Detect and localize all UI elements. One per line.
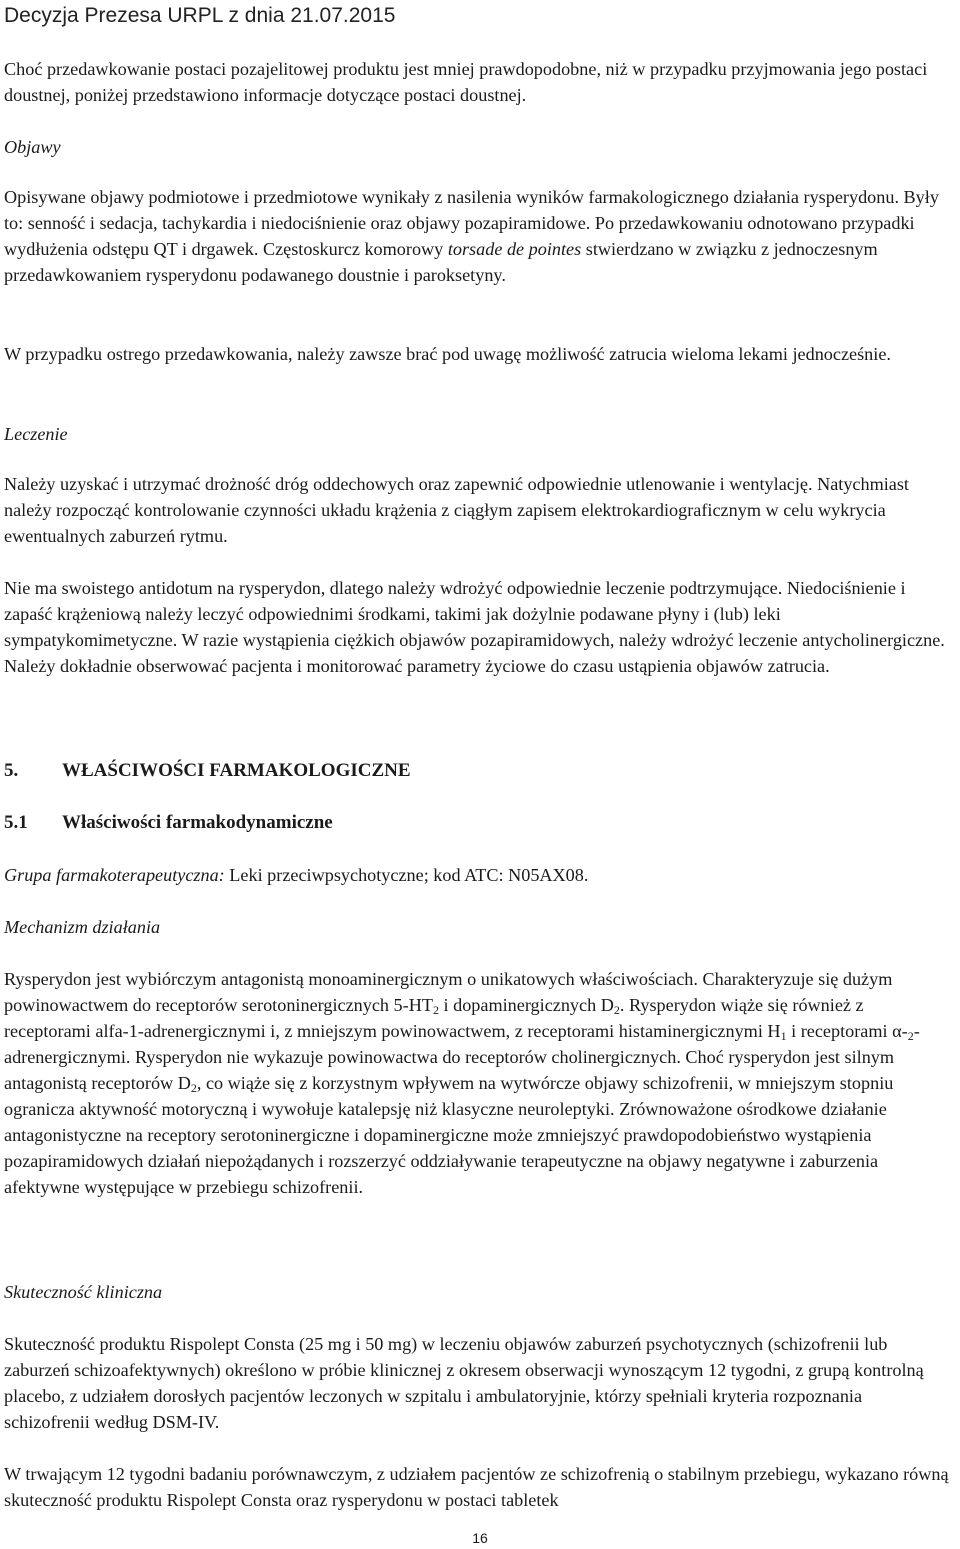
- mechanizm-heading: Mechanizm działania: [4, 917, 161, 937]
- skutecznosc-paragraph-2: W trwającym 12 tygodni badaniu porównawczym, z udziałem pacjentów ze schizofrenią o stabilnym przebiegu, wykazano równą skuteczność produktu Rispolept Consta oraz rysperydonu w postaci tabletek: [4, 1464, 949, 1510]
- section-5-heading: [4, 758, 952, 784]
- subscript: 1: [780, 1029, 787, 1043]
- objawy-paragraph-1: [4, 184, 952, 288]
- section-5-title: WŁAŚCIWOŚCI FARMAKOLOGICZNE: [62, 760, 411, 781]
- leczenie-paragraph-2: Nie ma swoistego antidotum na rysperydon, dlatego należy wdrożyć odpowiednie leczenie podtrzymujące. Niedociśnienie i zapaść krążeniową należy leczyć odpowiednimi środkami, takimi jak dożylnie podawane płyny i (lub) leki sympatykomimetyczne. W razie wystąpienia ciężkich objawów pozapiramidowych, należy wdrożyć leczenie antycholinergiczne. Należy dokładnie obserwować pacjenta i monitorować parametry życiowe do czasu ustąpienia objawów zatrucia.: [4, 578, 945, 676]
- grupa-label: Grupa farmakoterapeutyczna:: [4, 865, 225, 885]
- mechanizm-text-4: i receptorami α-: [786, 1021, 908, 1041]
- torsade-term: torsade de pointes: [447, 239, 582, 259]
- objawy-paragraph-2: W przypadku ostrego przedawkowania, należy zawsze brać pod uwagę możliwość zatrucia wieloma lekami jednocześnie.: [4, 344, 891, 364]
- subscript: 2: [190, 1081, 197, 1095]
- mechanizm-text-3: . Rysperydon wiąże się również z receptorami alfa-1-adrenergicznymi i, z mniejszym powinowactwem, z receptorami histaminergicznymi H: [4, 995, 864, 1041]
- mechanizm-text-6: , co wiąże się z korzystnym wpływem na wytwórcze objawy schizofrenii, w mniejszym stopniu ogranicza aktywność motoryczną i wywołuje katalepsję niż klasyczne neuroleptyki. Zrównoważone ośrodkowe działanie antagonistyczne na receptory serotoninergiczne i dopaminergiczne może zmniejszyć prawdopodobieństwo wystąpienia pozapiramidowych działań niepożądanych i rozszerzyć oddziaływanie terapeutyczne na objawy negatywne i zaburzenia afektywne występujące w przebiegu schizofrenii.: [4, 1073, 894, 1197]
- grupa-text: Leki przeciwpsychotyczne; kod ATC: N05AX08.: [224, 865, 589, 885]
- section-5-1-number: 5.1: [4, 812, 28, 833]
- mechanizm-text-5: -adrenergicznymi. Rysperydon nie wykazuje powinowactwa do receptorów cholinergicznych. Choć rysperydon jest silnym antagonistą receptorów D: [4, 1021, 920, 1093]
- subscript: 2: [907, 1029, 914, 1043]
- intro-paragraph: Choć przedawkowanie postaci pozajelitowej produktu jest mniej prawdopodobne, niż w przypadku przyjmowania jego postaci doustnej, poniżej przedstawiono informacje dotyczące postaci doustnej.: [4, 59, 928, 105]
- subscript: 2: [432, 1003, 439, 1017]
- section-5-number: 5.: [4, 760, 19, 781]
- skutecznosc-heading: Skuteczność kliniczna: [4, 1282, 163, 1302]
- section-5-1-heading: [4, 810, 952, 836]
- objawy-text-a: Opisywane objawy podmiotowe i przedmiotowe wynikały z nasilenia wyników farmakologicznego działania rysperydonu. Były to: senność i sedacja, tachykardia i niedociśnienie oraz objawy pozapiramidowe. Po przedawkowaniu odnotowano przypadki wydłużenia odstępu QT i drgawek. Częstoskurcz komorowy: [4, 187, 939, 259]
- skutecznosc-paragraph-1: Skuteczność produktu Rispolept Consta (25 mg i 50 mg) w leczeniu objawów zaburzeń psychotycznych (schizofrenii lub zaburzeń schizoafektywnych) określono w próbie klinicznej z okresem obserwacji wynoszącym 12 tygodni, z grupą kontrolną placebo, z udziałem dorosłych pacjentów leczonych w szpitalu i ambulatoryjnie, którzy spełniali kryteria rozpoznania schizofrenii według DSM-IV.: [4, 1334, 924, 1432]
- mechanizm-text-1: Rysperydon jest wybiórczym antagonistą monoaminergicznym o unikatowych właściwościach. Charakteryzuje się dużym powinowactwem do receptorów serotoninergicznych 5-HT: [4, 969, 893, 1015]
- grupa-paragraph: [4, 862, 952, 888]
- mechanizm-paragraph: [4, 966, 952, 1200]
- objawy-text-b: stwierdzano w związku z jednoczesnym przedawkowaniem rysperydonu podawanego doustnie i paroksetyny.: [4, 239, 878, 285]
- leczenie-paragraph-1: Należy uzyskać i utrzymać drożność dróg oddechowych oraz zapewnić odpowiednie utlenowanie i wentylację. Natychmiast należy rozpocząć kontrolowanie czynności układu krążenia z ciągłym zapisem elektrokardiograficznym w celu wykrycia ewentualnych zaburzeń rytmu.: [4, 474, 909, 546]
- section-5-1-title: Właściwości farmakodynamiczne: [62, 812, 333, 833]
- mechanizm-text-2: i dopaminergicznych D: [438, 995, 614, 1015]
- leczenie-heading: Leczenie: [4, 424, 68, 444]
- page-number: 16: [472, 1530, 488, 1546]
- document-header: Decyzja Prezesa URPL z dnia 21.07.2015: [4, 4, 396, 27]
- subscript: 2: [613, 1003, 620, 1017]
- objawy-heading: Objawy: [4, 137, 61, 157]
